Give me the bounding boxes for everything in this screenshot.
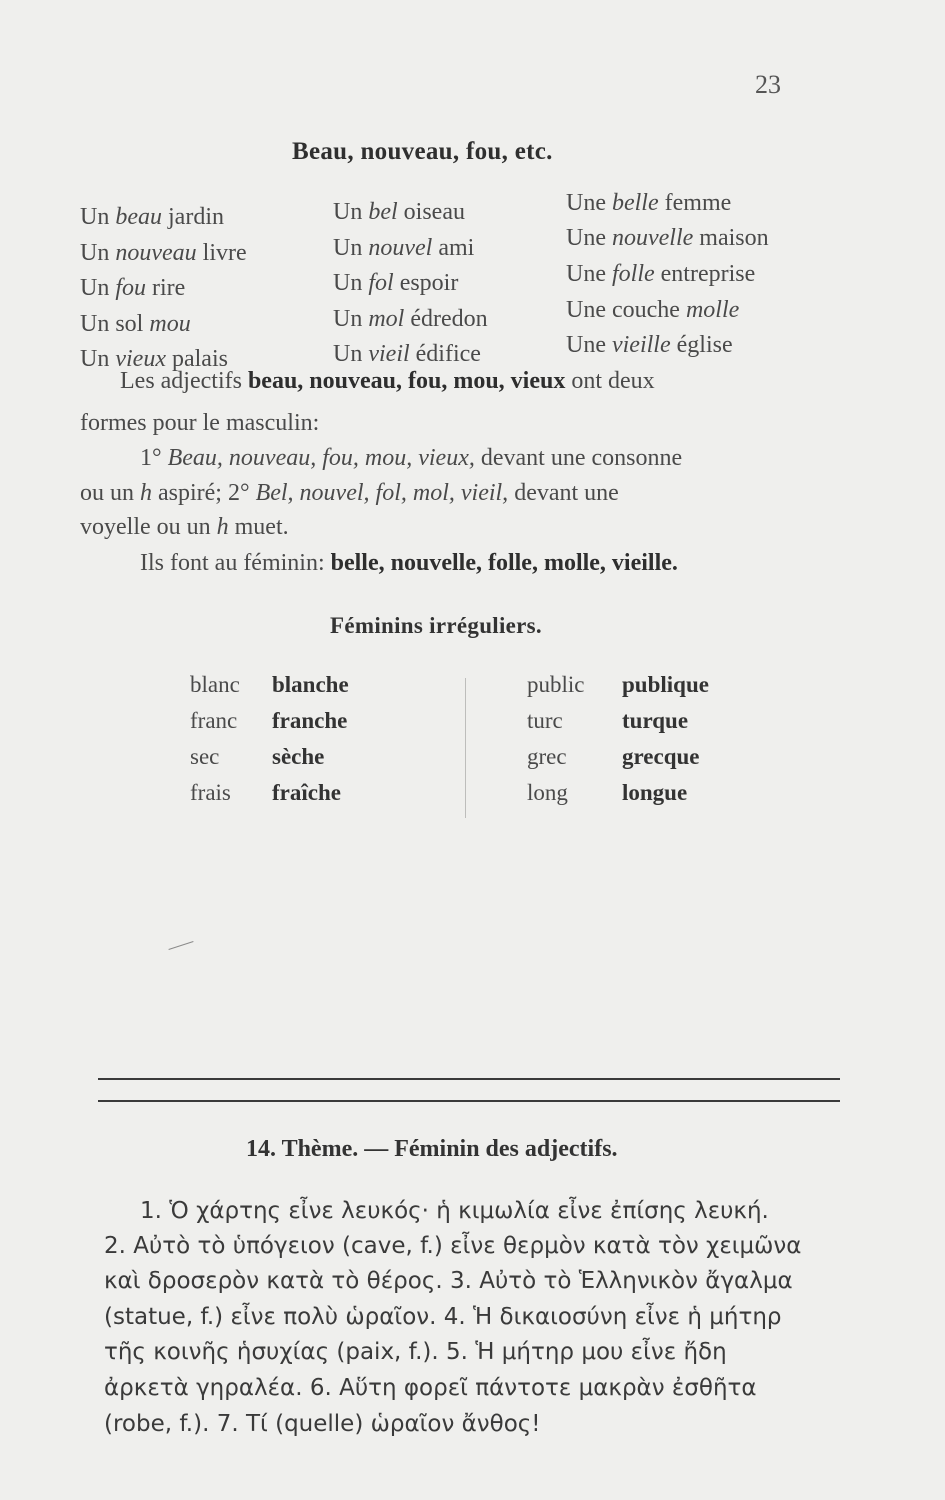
- example-line: Un nouveau livre: [80, 239, 247, 266]
- exercise-line: καὶ δροσερὸν κατὰ τὸ θέρος. 3. Αὐτὸ τὸ Ἑλληνικὸν ἄγαλμα: [104, 1268, 793, 1294]
- masculine-form: blanc: [190, 672, 240, 697]
- exercise-line: 2. Αὐτὸ τὸ ὑπόγειον (cave, f.) εἶνε θερμὸν κατὰ τὸν χειμῶνα: [104, 1233, 802, 1259]
- rule-line: Ils font au féminin: belle, nouvelle, folle, molle, vieille.: [140, 550, 678, 576]
- rule-line: formes pour le masculin:: [80, 410, 320, 436]
- section-divider-rule: [98, 1078, 840, 1080]
- rule-line: 1° Beau, nouveau, fou, mou, vieux, devant une consonne: [140, 445, 683, 471]
- example-line: Une folle entreprise: [566, 261, 756, 287]
- exercise-line: (statue, f.) εἶνε πολὺ ὡραῖον. 4. Ἡ δικαιοσύνη εἶνε ἡ μήτηρ: [104, 1304, 782, 1330]
- feminine-form: fraîche: [272, 780, 341, 805]
- stray-mark: [168, 941, 193, 950]
- section-divider-rule: [98, 1100, 840, 1102]
- feminine-form: blanche: [272, 672, 349, 697]
- examples-column-masculine: [80, 200, 247, 378]
- masculine-form: franc: [190, 708, 238, 733]
- examples-column-feminine: [566, 186, 769, 364]
- feminine-form: grecque: [622, 744, 700, 769]
- example-line: Un mol édredon: [333, 305, 488, 332]
- example-line: Une vieille église: [566, 332, 733, 358]
- example-line: Un sol mou: [80, 310, 191, 337]
- examples-column-vowel-masculine: [333, 195, 488, 373]
- exercise-line: 1. Ὁ χάρτης εἶνε λευκός· ἡ κιμωλία εἶνε ἐπίσης λευκή.: [140, 1198, 769, 1224]
- example-line: Une belle femme: [566, 190, 732, 216]
- masculine-form: long: [527, 780, 568, 805]
- rule-line: ou un h aspiré; 2° Bel, nouvel, fol, mol, vieil, devant une: [80, 480, 619, 506]
- example-line: Un fol espoir: [333, 270, 459, 296]
- example-line: Un nouvel ami: [333, 234, 475, 261]
- masculine-form: turc: [527, 708, 563, 733]
- rule-line: voyelle ou un h muet.: [80, 514, 289, 540]
- masculine-form: sec: [190, 744, 220, 769]
- feminine-form: sèche: [272, 744, 325, 769]
- example-line: Un fou rire: [80, 275, 186, 301]
- example-line: Un vieil édifice: [333, 341, 481, 367]
- masculine-form: frais: [190, 780, 231, 805]
- example-line: Une nouvelle maison: [566, 224, 769, 251]
- irregular-feminines-title: Féminins irréguliers.: [330, 613, 542, 638]
- exercise-line: τῆς κοινῆς ἡσυχίας (paix, f.). 5. Ἡ μήτηρ μου εἶνε ἤδη: [104, 1339, 727, 1365]
- example-line: Un vieux palais: [80, 346, 228, 372]
- exercise-line: ἀρκετὰ γηραλέα. 6. Αὕτη φορεῖ πάντοτε μακρὰν ἐσθῆτα: [104, 1375, 757, 1401]
- exercise-line: (robe, f.). 7. Τί (quelle) ὡραῖον ἄνθος!: [104, 1411, 541, 1437]
- feminine-form: franche: [272, 708, 348, 733]
- page-number: 23: [755, 70, 781, 99]
- example-line: Un beau jardin: [80, 204, 224, 230]
- rule-line: Les adjectifs beau, nouveau, fou, mou, vieux ont deux: [120, 368, 655, 394]
- theme-title: 14. Thème. — Féminin des adjectifs.: [246, 1136, 618, 1162]
- feminine-form: publique: [622, 672, 709, 697]
- table-divider: [465, 678, 466, 818]
- feminine-form: longue: [622, 780, 688, 805]
- example-line: Un bel oiseau: [333, 199, 465, 225]
- masculine-form: public: [527, 672, 585, 697]
- section-title: Beau, nouveau, fou, etc.: [292, 138, 553, 165]
- masculine-form: grec: [527, 744, 567, 769]
- example-line: Une couche molle: [566, 296, 740, 323]
- feminine-form: turque: [622, 708, 689, 733]
